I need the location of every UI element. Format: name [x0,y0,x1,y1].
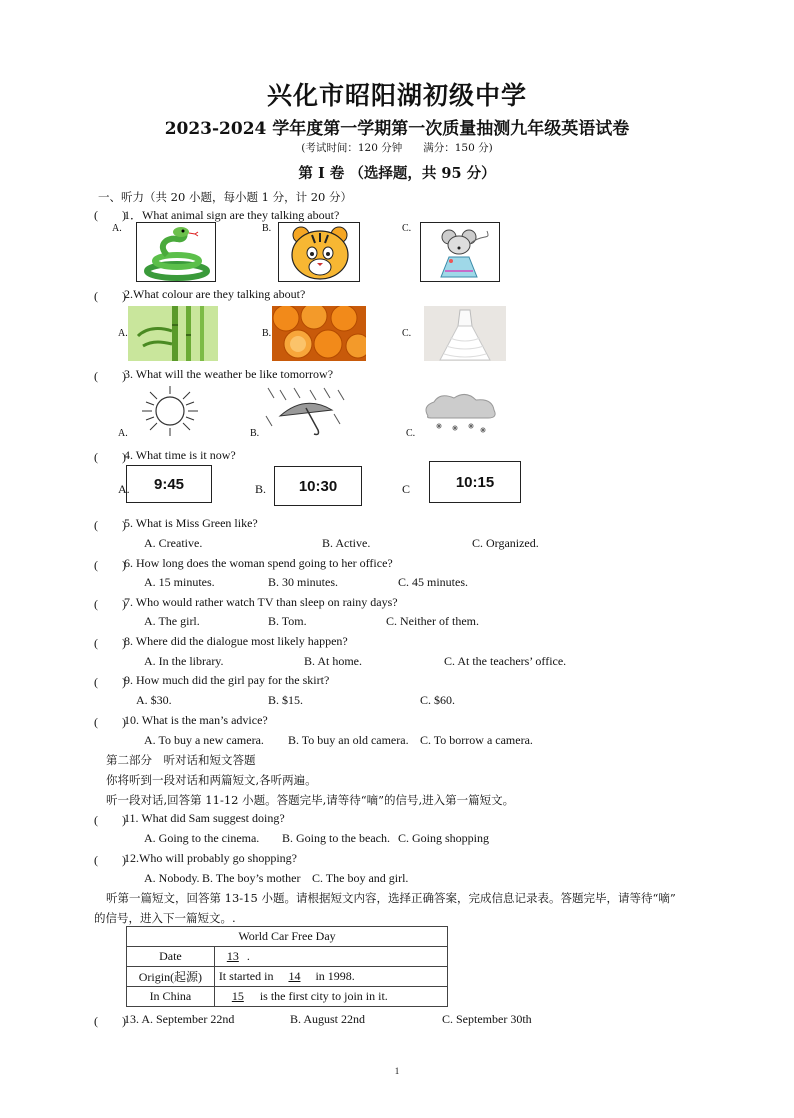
question-5: 5. What is Miss Green like? [124,516,258,530]
option-label: B. [262,223,272,234]
answer-blank-14[interactable]: 14 [288,969,301,983]
table-title: World Car Free Day [127,927,448,947]
option-label: A. [118,482,130,496]
option-a[interactable]: A. To buy a new camera. [144,733,264,747]
snow-cloud-icon [418,390,500,438]
answer-paren[interactable]: ( ) [94,208,126,222]
sun-icon [128,384,212,438]
option-a[interactable]: A. In the library. [144,654,224,668]
row-content: 13 . [214,947,447,967]
option-label: B. [262,328,272,339]
answer-blank-13[interactable]: 13 [226,949,239,963]
option-a[interactable]: A. The girl. [144,614,200,628]
exam-info: (考试时间：120 分钟 满分：150 分) [301,142,493,154]
option-c[interactable]: C. At the teachers’ office. [444,654,567,668]
part2-instruction: 听一段对话,回答第 11-12 小题。答题完毕,请等待“嘀”的信号,进入第一篇短文。 [106,793,515,807]
time-box-c: 10:15 [429,461,521,503]
option-b[interactable]: B. Tom. [268,614,307,628]
school-name: 兴化市昭阳湖初级中学 [266,81,527,110]
question-6: 6. How long does the woman spend going to her office? [124,556,393,570]
answer-paren[interactable]: ( ) [94,518,126,532]
passage-instruction: 的信号，进入下一篇短文。. [94,911,236,925]
option-b[interactable]: B. At home. [304,654,363,668]
question-3: 3. What will the weather be like tomorrow? [124,367,334,381]
answer-paren[interactable]: ( ) [94,715,126,729]
bamboo-picture [128,306,218,361]
question-8: 8. Where did the dialogue most likely happen? [124,634,348,648]
option-a[interactable]: A. $30. [136,693,172,707]
part2-heading: 第二部分 听对话和短文答题 [106,753,256,767]
option-c[interactable]: C. Going shopping [398,831,490,845]
table-row [127,947,448,967]
answer-paren[interactable]: ( ) [94,853,126,867]
option-c[interactable]: C. $60. [420,693,456,707]
option-label: B. [255,482,267,496]
table-row [127,967,448,987]
option-b[interactable]: B. August 22nd [290,1012,366,1026]
option-a[interactable]: A. 15 minutes. [144,575,215,589]
option-label: A. [118,428,128,439]
answer-paren[interactable]: ( ) [94,813,126,827]
question-10: 10. What is the man’s advice? [124,713,268,727]
time-box-a: 9:45 [126,465,212,503]
info-record-table [126,926,448,1007]
option-c[interactable]: C. Neither of them. [386,614,479,628]
option-c[interactable]: C. To borrow a camera. [420,733,533,747]
question-12: 12.Who will probably go shopping? [124,851,297,865]
answer-paren[interactable]: ( ) [94,450,126,464]
option-b[interactable]: B. 30 minutes. [268,575,339,589]
oranges-picture [272,306,366,361]
option-b[interactable]: B. The boy’s mother [202,871,301,885]
answer-paren[interactable]: ( ) [94,289,126,303]
row-content: It started in 14 in 1998. [214,967,447,987]
white-dress-picture [424,306,506,361]
option-label: A. [112,223,122,234]
tiger-picture [278,222,360,282]
part2-instruction: 你将听到一段对话和两篇短文,各听两遍。 [106,773,317,787]
question-13: 13. A. September 22nd [124,1012,235,1026]
row-label: In China [127,987,215,1007]
option-label: C [402,482,411,496]
question-4: 4. What time is it now? [124,448,236,462]
page-number: 1 [394,1066,400,1076]
exam-title: 2023-2024 学年度第一学期第一次质量抽测九年级英语试卷 [164,119,630,139]
mouse-picture [420,222,500,282]
answer-paren[interactable]: ( ) [94,675,126,689]
option-label: C. [406,428,416,439]
row-label: Origin(起源) [127,967,215,987]
answer-paren[interactable]: ( ) [94,636,126,650]
option-a[interactable]: A. Nobody. [144,871,200,885]
answer-paren[interactable]: ( ) [94,597,126,611]
question-2: 2.What colour are they talking about? [124,287,306,301]
question-11: 11. What did Sam suggest doing? [124,811,285,825]
option-c[interactable]: C. September 30th [442,1012,532,1026]
passage-instruction: 听第一篇短文，回答第 13-15 小题。请根据短文内容，选择正确答案，完成信息记录表。答题完毕，请等待“嘀” [106,891,676,905]
option-label: B. [250,428,260,439]
answer-paren[interactable]: ( ) [94,369,126,383]
answer-paren[interactable]: ( ) [94,558,126,572]
question-7: 7. Who would rather watch TV than sleep on rainy days? [124,595,398,609]
time-box-b: 10:30 [274,466,362,506]
option-b[interactable]: B. $15. [268,693,304,707]
option-c[interactable]: C. 45 minutes. [398,575,469,589]
option-label: C. [402,223,412,234]
rain-umbrella-icon [260,386,350,438]
option-c[interactable]: C. The boy and girl. [312,871,409,885]
option-a[interactable]: A. Creative. [144,536,203,550]
option-label: A. [118,328,128,339]
question-1: 1．What animal sign are they talking about? [124,208,340,222]
answer-blank-15[interactable]: 15 [231,989,244,1003]
volume-heading: 第 I 卷 （选择题，共 95 分） [298,165,496,182]
table-row [127,987,448,1007]
option-b[interactable]: B. Active. [322,536,371,550]
option-b[interactable]: B. To buy an old camera. [288,733,409,747]
answer-paren[interactable]: ( ) [94,1014,126,1028]
option-label: C. [402,328,412,339]
option-c[interactable]: C. Organized. [472,536,539,550]
option-a[interactable]: A. Going to the cinema. [144,831,260,845]
row-label: Date [127,947,215,967]
question-9: 9. How much did the girl pay for the skirt? [124,673,330,687]
row-content: 15 is the first city to join in it. [214,987,447,1007]
section-listening-heading: 一、听力（共 20 小题，每小题 1 分，计 20 分） [98,190,353,204]
option-b[interactable]: B. Going to the beach. [282,831,390,845]
snake-picture [136,222,216,282]
